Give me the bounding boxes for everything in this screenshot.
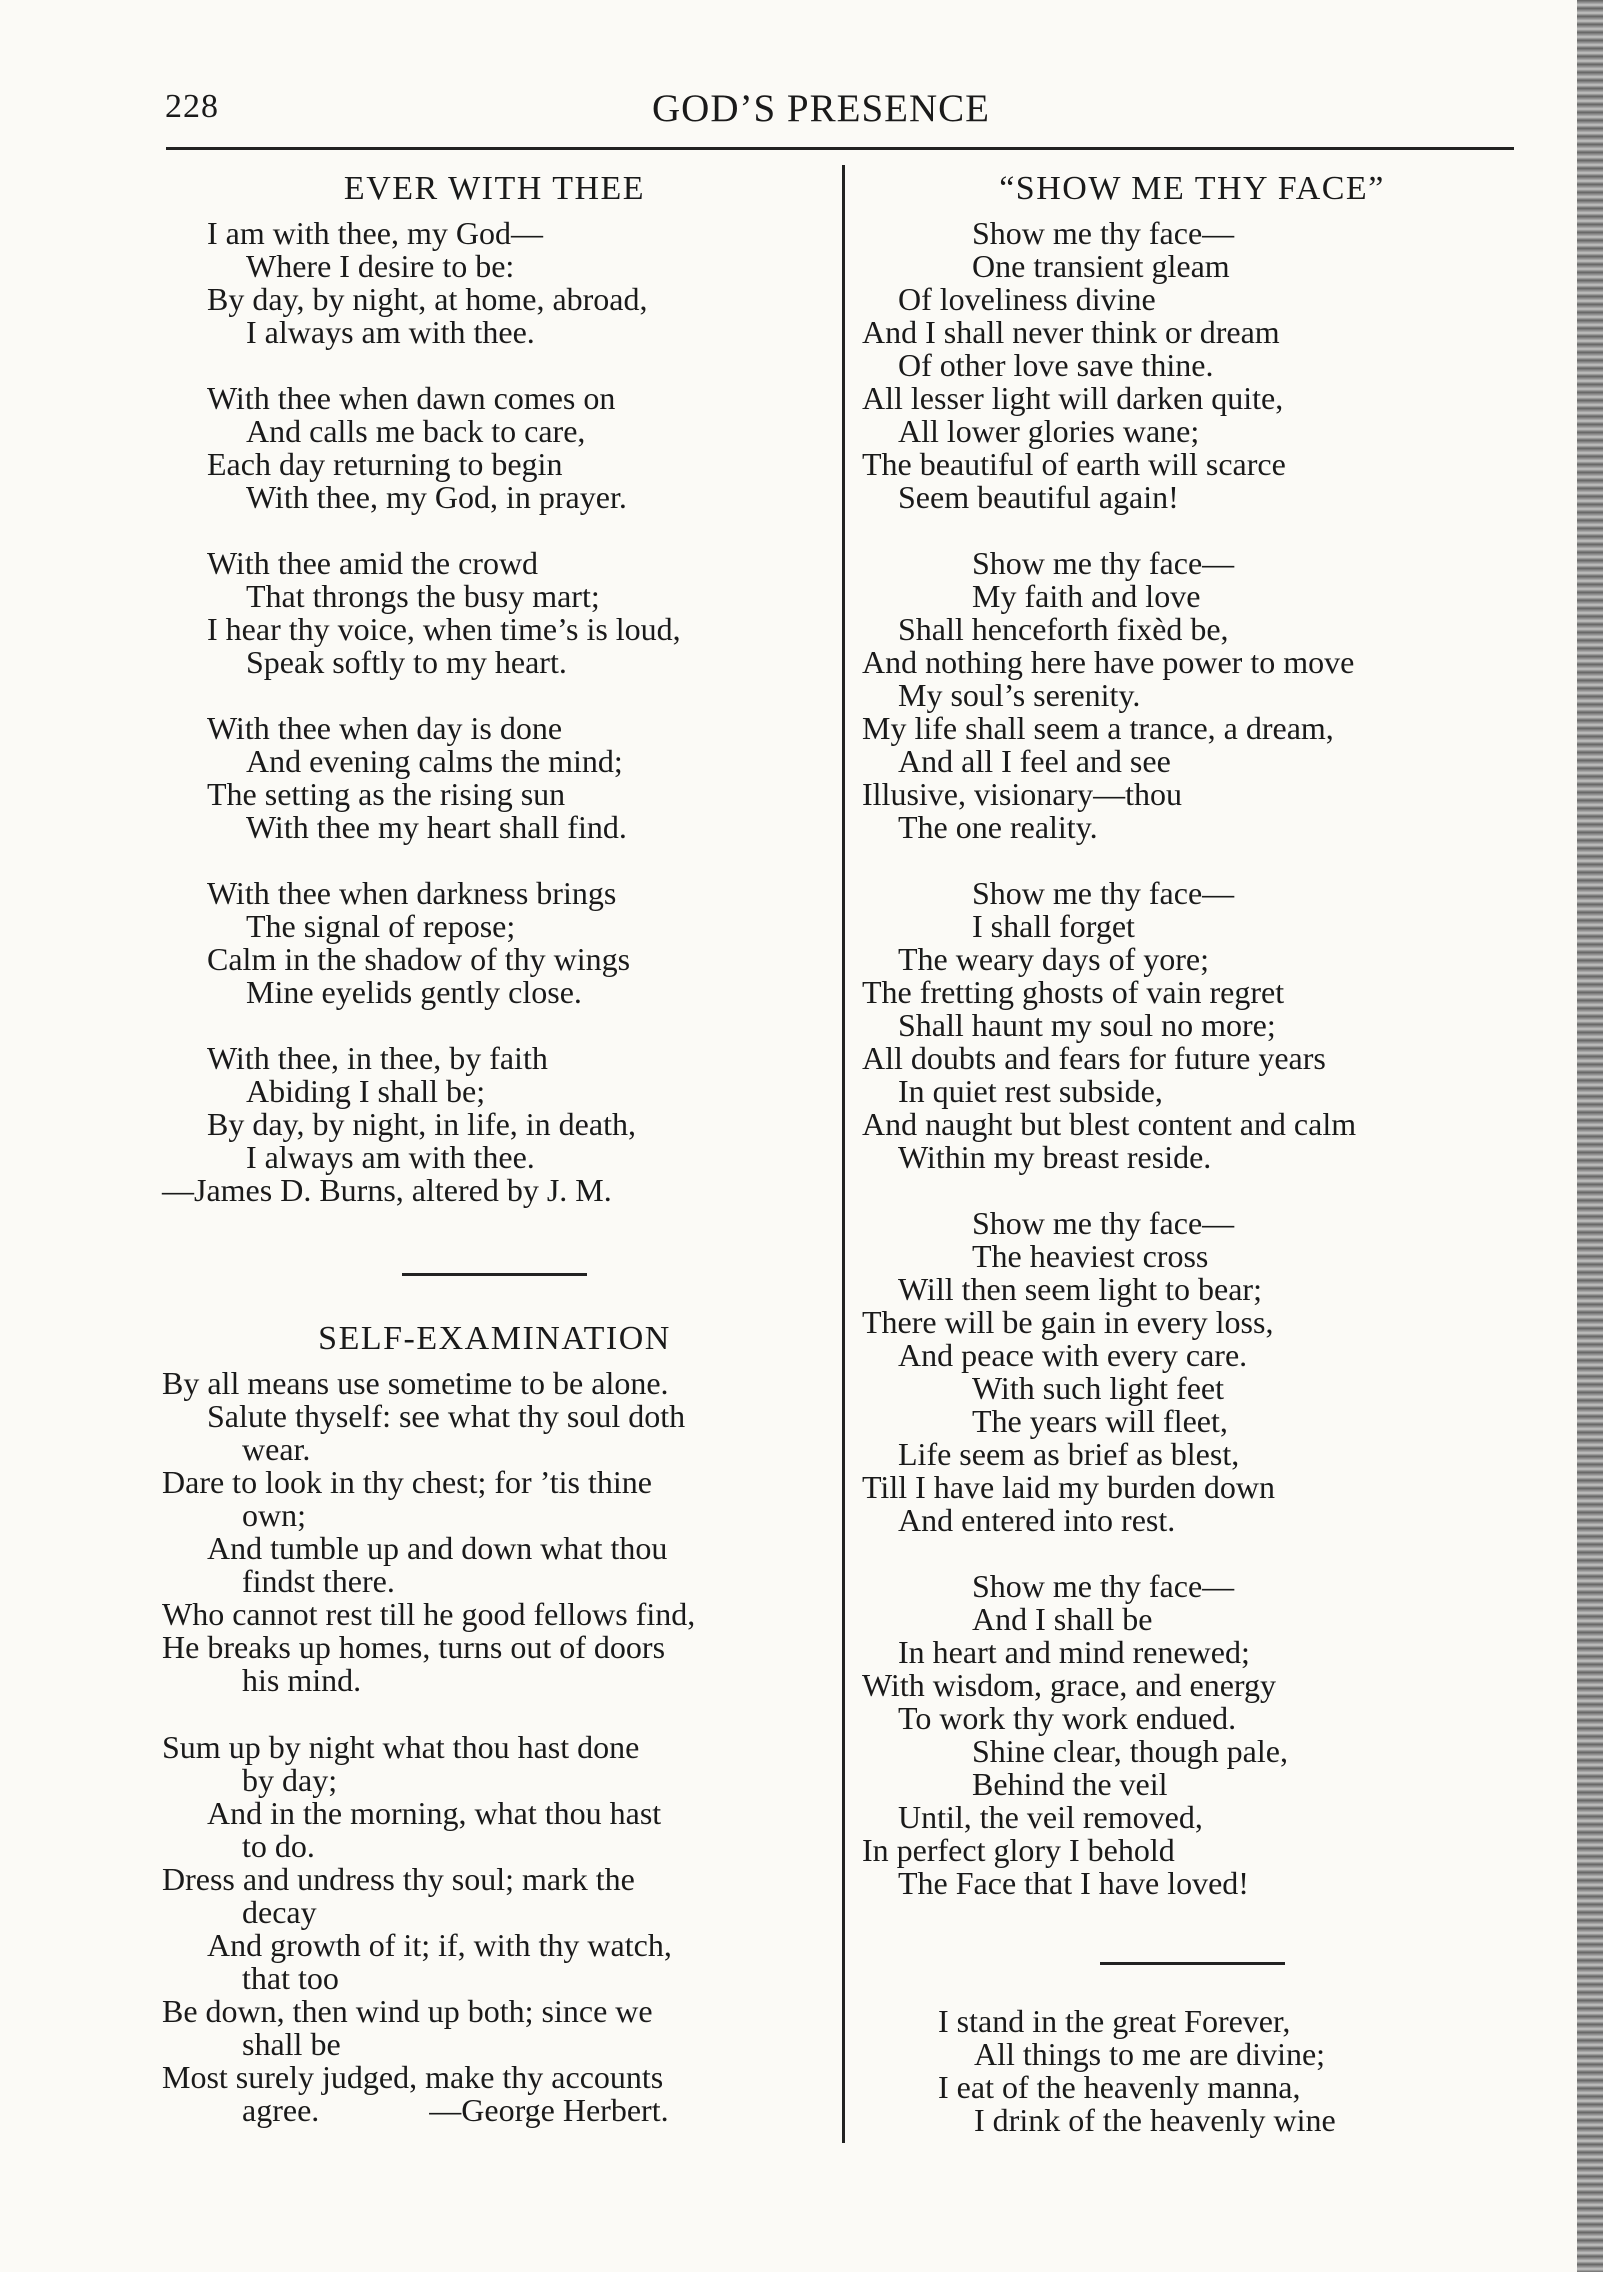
binding-edge <box>1577 0 1603 2272</box>
poem-line: I shall forget <box>972 908 1135 944</box>
poem-line: Where I desire to be: <box>246 248 515 284</box>
poem-line: In perfect glory I behold <box>862 1832 1175 1868</box>
poem-line: In quiet rest subside, <box>898 1073 1163 1109</box>
poem-line: The years will fleet, <box>972 1403 1228 1439</box>
stanza <box>862 217 1522 514</box>
poem-line: And all I feel and see <box>898 743 1171 779</box>
poem-line: With thee my heart shall find. <box>246 809 627 845</box>
poem-line: his mind. <box>242 1662 362 1698</box>
poem-line: That throngs the busy mart; <box>246 578 600 614</box>
poem-line: With wisdom, grace, and energy <box>862 1667 1276 1703</box>
poem-line: And nothing here have power to move <box>862 644 1355 680</box>
poem-line: Be down, then wind up both; since we <box>162 1993 653 2029</box>
poem-line: All lesser light will darken quite, <box>862 380 1284 416</box>
attribution: —George Herbert. <box>429 2092 669 2128</box>
poem-title-ever-with-thee: EVER WITH THEE <box>343 170 646 207</box>
poem-line: The weary days of yore; <box>898 941 1209 977</box>
poem-line: Within my breast reside. <box>898 1139 1212 1175</box>
section-separator <box>1100 1962 1285 1965</box>
poem-line: And I shall be <box>972 1601 1153 1637</box>
poem-line: My life shall seem a trance, a dream, <box>862 710 1334 746</box>
poem-line: Dare to look in thy chest; for ’tis thine <box>162 1464 652 1500</box>
right-column <box>862 172 1522 2170</box>
poem-line: I always am with thee. <box>246 1139 535 1175</box>
poem-line: to do. <box>242 1828 315 1864</box>
running-head: GOD’S PRESENCE <box>652 87 990 130</box>
poem-line: With thee when dawn comes on <box>207 380 616 416</box>
poem-line: And calls me back to care, <box>246 413 586 449</box>
poem-line: The setting as the rising sun <box>207 776 566 812</box>
poem-line: Till I have laid my burden down <box>862 1469 1275 1505</box>
poem-line: To work thy work endued. <box>898 1700 1237 1736</box>
poem-line: The heaviest cross <box>972 1238 1209 1274</box>
poem-line: Of loveliness divine <box>898 281 1156 317</box>
poem-line: Dress and undress thy soul; mark the <box>162 1861 635 1897</box>
poem-line: Will then seem light to bear; <box>898 1271 1262 1307</box>
poem-line: findst there. <box>242 1563 395 1599</box>
page-number: 228 <box>165 88 219 125</box>
stanza <box>862 547 1522 844</box>
stanza <box>162 877 827 1009</box>
poem-line: I am with thee, my God— <box>207 215 543 251</box>
poem-line: With such light feet <box>972 1370 1224 1406</box>
poem-line: Shall haunt my soul no more; <box>898 1007 1276 1043</box>
poem-line: My faith and love <box>972 578 1201 614</box>
poem-line: He breaks up homes, turns out of doors <box>162 1629 666 1665</box>
poem-line: wear. <box>242 1431 311 1467</box>
stanza <box>862 877 1522 1174</box>
poem-line: Show me thy face— <box>972 545 1235 581</box>
stanza <box>162 1042 827 1207</box>
poem-line: I always am with thee. <box>246 314 535 350</box>
poem-line: And in the morning, what thou hast <box>207 1795 662 1831</box>
poem-line: With thee, in thee, by faith <box>207 1040 548 1076</box>
section-separator <box>402 1273 587 1276</box>
poem-line: Show me thy face— <box>972 1568 1235 1604</box>
poem-line: Abiding I shall be; <box>246 1073 486 1109</box>
poem-line: decay <box>242 1894 317 1930</box>
poem-line: One transient gleam <box>972 248 1230 284</box>
poem-line: Of other love save thine. <box>898 347 1214 383</box>
poem-line: Shall henceforth fixèd be, <box>898 611 1229 647</box>
poem-line: And entered into rest. <box>898 1502 1176 1538</box>
poem-line: Until, the veil removed, <box>898 1799 1203 1835</box>
poem-line: All lower glories wane; <box>898 413 1200 449</box>
poem-line: Life seem as brief as blest, <box>898 1436 1240 1472</box>
poem-line: All things to me are divine; <box>974 2036 1326 2072</box>
poem-line: Shine clear, though pale, <box>972 1733 1288 1769</box>
poem-line: Show me thy face— <box>972 875 1235 911</box>
poem-line: Behind the veil <box>972 1766 1168 1802</box>
stanza <box>162 217 827 349</box>
poem-line: Who cannot rest till he good fellows find, <box>162 1596 696 1632</box>
poem-line: Most surely judged, make thy accounts <box>162 2059 664 2095</box>
stanza <box>162 712 827 844</box>
poem-line: I drink of the heavenly wine <box>974 2102 1336 2138</box>
poem-line: Seem beautiful again! <box>898 479 1179 515</box>
poem-line: own; <box>242 1497 306 1533</box>
poem-line: All doubts and fears for future years <box>862 1040 1326 1076</box>
header-rule <box>166 147 1514 150</box>
stanza <box>862 1570 1522 1900</box>
poem-title-show-me-thy-face: “SHOW ME THY FACE” <box>999 170 1385 207</box>
poem-line: The fretting ghosts of vain regret <box>862 974 1285 1010</box>
poem-line: By all means use sometime to be alone. <box>162 1365 669 1401</box>
poem-line: And naught but blest content and calm <box>862 1106 1357 1142</box>
poem-line: And tumble up and down what thou <box>207 1530 668 1566</box>
poem-line: Salute thyself: see what thy soul doth <box>207 1398 686 1434</box>
poem-line: The beautiful of earth will scarce <box>862 446 1286 482</box>
poem-line: The signal of repose; <box>246 908 516 944</box>
stanza-forever <box>862 2005 1522 2137</box>
poem-line: And I shall never think or dream <box>862 314 1280 350</box>
poem-line: by day; <box>242 1762 338 1798</box>
attribution: —James D. Burns, altered by J. M. <box>162 1172 612 1208</box>
poem-line: The Face that I have loved! <box>898 1865 1249 1901</box>
poem-line: Each day returning to begin <box>207 446 563 482</box>
column-divider <box>842 165 845 2143</box>
poem-line: that too <box>242 1960 339 1996</box>
poem-title-self-examination: SELF-EXAMINATION <box>318 1320 671 1357</box>
left-column <box>162 172 827 2127</box>
poem-line: In heart and mind renewed; <box>898 1634 1250 1670</box>
poem-line: Show me thy face— <box>972 215 1235 251</box>
poem-line: I hear thy voice, when time’s is loud, <box>207 611 681 647</box>
stanza <box>162 382 827 514</box>
stanza <box>162 1367 827 1697</box>
poem-line: My soul’s serenity. <box>898 677 1141 713</box>
poem-line: Show me thy face— <box>972 1205 1235 1241</box>
poem-line: Speak softly to my heart. <box>246 644 567 680</box>
poem-line: And evening calms the mind; <box>246 743 623 779</box>
poem-line: The one reality. <box>898 809 1098 845</box>
poem-line-text: agree. <box>242 2092 320 2128</box>
stanza <box>162 1731 827 2127</box>
poem-line: With thee amid the crowd <box>207 545 539 581</box>
stanza <box>862 1207 1522 1537</box>
poem-line: shall be <box>242 2026 341 2062</box>
poem-line <box>162 2094 827 2127</box>
poem-line: And peace with every care. <box>898 1337 1248 1373</box>
poem-line: With thee when darkness brings <box>207 875 617 911</box>
poem-line: With thee, my God, in prayer. <box>246 479 627 515</box>
poem-line: I stand in the great Forever, <box>938 2003 1291 2039</box>
poem-line: With thee when day is done <box>207 710 563 746</box>
poem-line: Illusive, visionary—thou <box>862 776 1182 812</box>
stanza <box>162 547 827 679</box>
poem-line: Calm in the shadow of thy wings <box>207 941 631 977</box>
poem-line: And growth of it; if, with thy watch, <box>207 1927 672 1963</box>
poem-line: Mine eyelids gently close. <box>246 974 582 1010</box>
poem-line: I eat of the heavenly manna, <box>938 2069 1301 2105</box>
poem-line: By day, by night, in life, in death, <box>207 1106 636 1142</box>
poem-line: There will be gain in every loss, <box>862 1304 1274 1340</box>
poem-line: Sum up by night what thou hast done <box>162 1729 640 1765</box>
poem-line: By day, by night, at home, abroad, <box>207 281 648 317</box>
